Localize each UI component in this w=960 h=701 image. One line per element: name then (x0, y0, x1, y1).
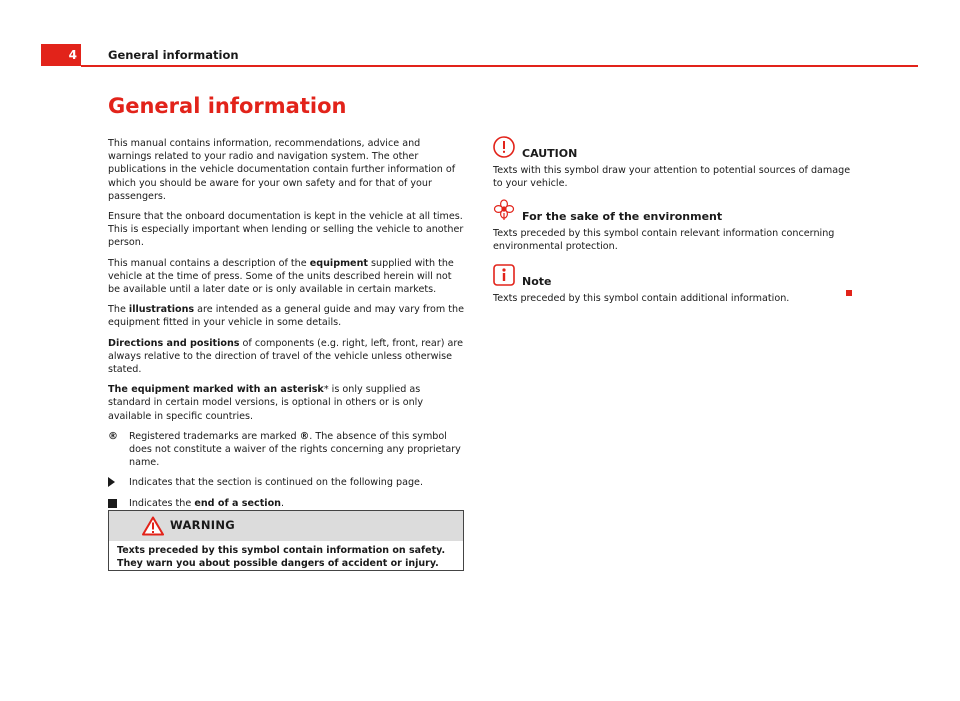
asterisk-paragraph: The equipment marked with an asterisk* is only supplied as standard in certain model versions, is optional in others or is only available in specific countries. (108, 384, 424, 422)
equipment-paragraph: This manual contains a description of the equipment supplied with the vehicle at the time of press. Some of the units described herein will not be available until a later date or is only available in certain markets. (108, 257, 454, 296)
intro-paragraph: This manual contains information, recommendations, advice and warnings related to your radio and navigation system. The other publications in the vehicle documentation contain further information of which you should be aware for your own safety and for that of your passengers. (108, 138, 456, 202)
warning-box (108, 510, 464, 571)
info-icon (493, 264, 515, 286)
environment-title: For the sake of the environment (522, 210, 723, 223)
continued-item: Indicates that the section is continued on the following page. (108, 476, 464, 489)
asterisk-term: The equipment marked with an asterisk (108, 384, 324, 396)
caution-block (493, 136, 853, 190)
caution-text: Texts with this symbol draw your attention to potential sources of damage to your vehicle. (493, 165, 851, 190)
directions-term: Directions and positions (108, 337, 240, 349)
equipment-term: equipment (309, 257, 368, 269)
page-header (41, 44, 918, 68)
directions-paragraph: Directions and positions of components (e.g. right, left, front, rear) are always relative to the direction of travel of the vehicle unless otherwise stated. (108, 337, 464, 376)
note-text: Texts preceded by this symbol contain additional information. (493, 293, 790, 304)
note-block (493, 264, 853, 305)
end-square-icon (108, 499, 117, 508)
arrow-right-icon (108, 477, 129, 487)
page-title: General information (108, 94, 347, 118)
end-of-section-icon (846, 290, 852, 296)
onboard-docs-paragraph: Ensure that the onboard documentation is kept in the vehicle at all times. This is especially important when lending or selling the vehicle to another person. (108, 211, 464, 249)
registered-symbol-icon: ® (108, 430, 118, 442)
header-rule (81, 65, 918, 67)
warning-header (109, 511, 463, 541)
end-of-section-item: Indicates the end of a section. (108, 497, 464, 510)
flower-icon (493, 199, 515, 221)
environment-block (493, 199, 853, 253)
environment-text: Texts preceded by this symbol contain relevant information concerning environmental protection. (493, 228, 835, 253)
warning-text: Texts preceded by this symbol contain information on safety. They warn you about possible dangers of accident or injury. (117, 545, 446, 569)
note-title: Note (522, 275, 552, 288)
warning-title: WARNING (170, 518, 235, 532)
page-number: 4 (41, 44, 81, 66)
running-title: General information (108, 48, 239, 62)
registered-trademark-item: ® Registered trademarks are marked ®. The absence of this symbol does not constitute a waiver of the rights concerning any proprietary name. (108, 430, 461, 469)
illustrations-term: illustrations (128, 304, 195, 316)
caution-title: CAUTION (522, 147, 578, 160)
exclamation-circle-icon (493, 136, 515, 158)
warning-triangle-icon (142, 516, 164, 536)
left-column (108, 137, 464, 517)
illustrations-paragraph: The illustrations are intended as a general guide and may vary from the equipment fitted in your vehicle in some details. (108, 304, 464, 329)
